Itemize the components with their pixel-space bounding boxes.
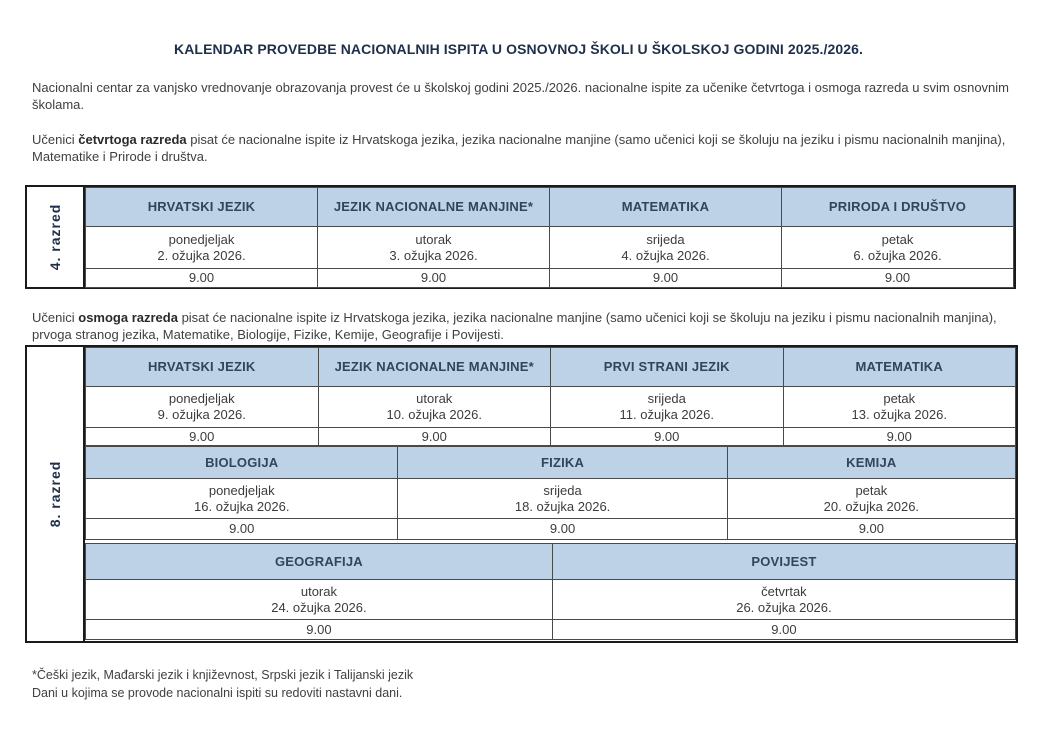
exam-time: 9.00 <box>727 519 1015 540</box>
grade8-table-row1 <box>85 347 1016 446</box>
grade8-table-row3 <box>85 543 1016 640</box>
exam-time: 9.00 <box>782 269 1014 288</box>
exam-day: utorak <box>416 391 453 406</box>
grade8-date-row <box>86 479 1016 519</box>
subject-header: JEZIK NACIONALNE MANJINE* <box>318 188 550 227</box>
exam-date: 6. ožujka 2026. <box>853 247 942 263</box>
exam-time: 9.00 <box>86 428 319 446</box>
exam-day: ponedjeljak <box>168 231 235 247</box>
exam-date-cell <box>550 227 782 269</box>
exam-day: ponedjeljak <box>208 482 275 498</box>
subject-header: FIZIKA <box>398 447 727 479</box>
grade8-intro-pre: Učenici <box>32 310 79 325</box>
intro-paragraph: Nacionalni centar za vanjsko vrednovanje obrazovanja provest će u školskoj godini 2025./2026. nacionalne ispite za učenike četvrtoga i osmoga razreda u svim osnovnim školama. <box>32 80 1009 112</box>
grade8-subject-row <box>86 447 1016 479</box>
grade4-label-cell <box>27 187 85 287</box>
exam-date: 16. ožujka 2026. <box>194 498 290 514</box>
exam-date-cell <box>318 227 550 269</box>
grade8-subject-row <box>86 544 1016 580</box>
grade8-time-row <box>86 428 1016 446</box>
exam-day: srijeda <box>647 391 686 406</box>
exam-date-cell <box>727 479 1015 519</box>
exam-date-cell <box>783 387 1016 428</box>
grade8-intro-bold: osmoga razreda <box>78 310 178 325</box>
exam-day: petak <box>881 231 914 247</box>
subject-header: BIOLOGIJA <box>86 447 398 479</box>
grade8-schedule <box>25 345 1018 643</box>
exam-time: 9.00 <box>398 519 727 540</box>
grade8-date-row <box>86 387 1016 428</box>
exam-time: 9.00 <box>318 428 551 446</box>
exam-time: 9.00 <box>86 269 318 288</box>
subject-header: JEZIK NACIONALNE MANJINE* <box>318 348 551 387</box>
exam-date: 2. ožujka 2026. <box>157 247 246 263</box>
exam-time: 9.00 <box>551 428 784 446</box>
grade4-label: 4. razred <box>47 203 63 271</box>
exam-day: srijeda <box>543 482 582 498</box>
subject-header: MATEMATIKA <box>783 348 1016 387</box>
exam-date-cell <box>398 479 727 519</box>
grade4-table <box>85 187 1014 288</box>
exam-date: 24. ožujka 2026. <box>271 599 367 615</box>
grade8-date-row <box>86 580 1016 620</box>
exam-date: 3. ožujka 2026. <box>389 247 478 263</box>
grade4-date-row <box>86 227 1014 269</box>
exam-day: srijeda <box>646 231 685 247</box>
exam-date: 13. ožujka 2026. <box>851 407 947 422</box>
exam-date: 11. ožujka 2026. <box>619 407 714 422</box>
exam-date-cell <box>318 387 551 428</box>
exam-time: 9.00 <box>783 428 1016 446</box>
exam-day: ponedjeljak <box>168 391 235 406</box>
subject-header: HRVATSKI JEZIK <box>86 188 318 227</box>
grade4-intro-post: pisat će nacionalne ispite iz Hrvatskoga jezika, jezika nacionalne manjine (samo učenici koji se školuju na jeziku i pismu nacionalnih manjina), Matematike i Prirode i društva. <box>32 132 1006 164</box>
subject-header: GEOGRAFIJA <box>86 544 553 580</box>
subject-header: MATEMATIKA <box>550 188 782 227</box>
exam-date: 4. ožujka 2026. <box>621 247 710 263</box>
exam-date: 26. ožujka 2026. <box>736 599 832 615</box>
exam-day: petak <box>883 391 916 406</box>
exam-time: 9.00 <box>86 519 398 540</box>
exam-day: četvrtak <box>761 583 807 599</box>
grade8-time-row <box>86 620 1016 640</box>
grade8-label-cell <box>27 347 85 641</box>
grade8-subject-row <box>86 348 1016 387</box>
footnote: *Češki jezik, Mađarski jezik i književnost, Srpski jezik i Talijanski jezik <box>32 668 414 682</box>
exam-time: 9.00 <box>318 269 550 288</box>
subject-header: POVIJEST <box>552 544 1015 580</box>
grade4-intro <box>32 131 1012 165</box>
exam-date-cell <box>86 479 398 519</box>
grade4-time-row <box>86 269 1014 288</box>
page-title: KALENDAR PROVEDBE NACIONALNIH ISPITA U OSNOVNOJ ŠKOLI U ŠKOLSKOJ GODINI 2025./2026. <box>174 41 863 57</box>
note: Dani u kojima se provode nacionalni ispiti su redoviti nastavni dani. <box>32 686 403 700</box>
exam-date-cell <box>552 580 1015 620</box>
subject-header: KEMIJA <box>727 447 1015 479</box>
exam-date-cell <box>86 387 319 428</box>
exam-time: 9.00 <box>86 620 553 640</box>
exam-date-cell <box>782 227 1014 269</box>
grade8-label: 8. razred <box>47 460 63 528</box>
exam-time: 9.00 <box>550 269 782 288</box>
subject-header: HRVATSKI JEZIK <box>86 348 319 387</box>
exam-date-cell <box>551 387 784 428</box>
grade8-time-row <box>86 519 1016 540</box>
exam-date-cell <box>86 227 318 269</box>
grade4-intro-pre: Učenici <box>32 132 79 147</box>
exam-date: 9. ožujka 2026. <box>157 407 246 422</box>
exam-day: petak <box>855 482 888 498</box>
grade8-intro <box>32 309 1012 343</box>
exam-date: 20. ožujka 2026. <box>823 498 920 514</box>
subject-header: PRVI STRANI JEZIK <box>551 348 784 387</box>
exam-date-cell <box>86 580 553 620</box>
exam-day: utorak <box>300 583 337 599</box>
exam-time: 9.00 <box>552 620 1015 640</box>
grade8-table-row2 <box>85 446 1016 540</box>
exam-date: 18. ožujka 2026. <box>514 498 611 514</box>
exam-date: 10. ožujka 2026. <box>386 407 482 422</box>
grade4-subject-row <box>86 188 1014 227</box>
grade4-intro-bold: četvrtoga razreda <box>78 132 187 147</box>
grade4-schedule <box>25 185 1016 289</box>
exam-day: utorak <box>415 231 452 247</box>
subject-header: PRIRODA I DRUŠTVO <box>782 188 1014 227</box>
grade8-intro-post: pisat će nacionalne ispite iz Hrvatskoga jezika, jezika nacionalne manjine (samo učenici koji se školuju na jeziku i pismu nacionalnih manjina), prvoga stranog jezika, Matematike, Biologije, Fizike, Kemije, Geografije i Povijesti. <box>32 310 997 342</box>
